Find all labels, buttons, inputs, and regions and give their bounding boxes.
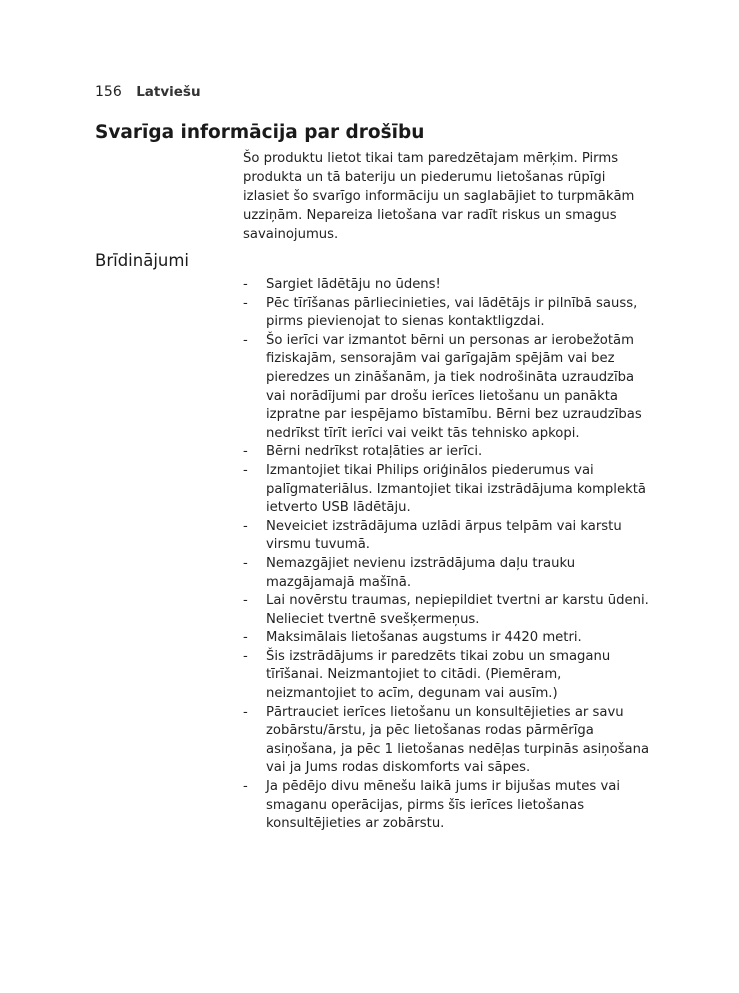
warning-text: Sargiet lādētāju no ūdens! — [266, 277, 441, 292]
warning-item — [243, 332, 653, 444]
bullet-dash: - — [243, 295, 248, 311]
warning-item — [243, 518, 653, 555]
bullet-dash: - — [243, 332, 248, 348]
warnings-heading: Brīdinājumi — [95, 251, 190, 270]
bullet-dash: - — [243, 518, 248, 534]
warning-text: Maksimālais lietošanas augstums ir 4420 metri. — [266, 630, 582, 646]
bullet-dash: - — [243, 704, 248, 720]
warning-text: Neveiciet izstrādājuma uzlādi ārpus telpām vai karstu virsmu tuvumā. — [266, 518, 622, 553]
warning-text: Lai novērstu traumas, nepiepildiet tvertni ar karstu ūdeni. Nelieciet tvertnē svešķermeņus. — [266, 593, 649, 627]
warning-text: Pēc tīrīšanas pārliecinieties, vai lādētājs ir pilnībā sauss, pirms pievienojat to sienas kontaktligzdai. — [266, 295, 638, 330]
section-title: Svarīga informācija par drošību — [95, 122, 425, 143]
warning-item — [243, 629, 653, 648]
page-header — [95, 82, 201, 102]
warning-item — [243, 592, 653, 629]
warning-item — [243, 704, 653, 778]
warning-text: Šo ierīci var izmantot bērni un personas ar ierobežotām fiziskajām, sensorajām vai garīgajām spējām vai bez pieredzes un zināšanām, ja tiek nodrošināta uzraudzība vai norādījumi par drošu ierīces lietošanu un panākta izpratne par iespējamo bīstamību. Bērni bez uzraudzības nedrīkst tīrīt ierīci vai veikt tās tehnisko apkopi. — [266, 332, 642, 441]
warning-text: Pārtrauciet ierīces lietošanu un konsultējieties ar savu zobārstu/ārstu, ja pēc lietošanas rodas pārmērīga asiņošana, ja pēc 1 lietošanas nedēļas turpinās asiņošana vai ja Jums rodas diskomforts vai sāpes. — [266, 704, 650, 776]
warning-text: Ja pēdējo divu mēnešu laikā jums ir bijušas mutes vai smaganu operācijas, pirms šīs ierīces lietošanas konsultējieties ar zobārstu. — [266, 779, 620, 832]
warning-text: Nemazgājiet nevienu izstrādājuma daļu trauku mazgājamajā mašīnā. — [266, 555, 576, 590]
page-number: 156 — [95, 84, 122, 100]
bullet-dash: - — [243, 648, 248, 664]
warning-item — [243, 555, 653, 592]
bullet-dash: - — [243, 630, 248, 646]
bullet-dash: - — [243, 277, 248, 292]
warning-item — [243, 648, 653, 704]
warning-item — [243, 462, 653, 518]
intro-paragraph: Šo produktu lietot tikai tam paredzētajam mērķim. Pirms produkta un tā bateriju un piederumu lietošanas rūpīgi izlasiet šo svarīgo informāciju un saglabājiet to turpmākām uzziņām. Nepareiza lietošana var radīt riskus un smagus savainojumus. — [243, 151, 635, 242]
warning-item — [243, 295, 653, 332]
warning-text: Izmantojiet tikai Philips oriģinālos piederumus vai palīgmateriālus. Izmantojiet tikai izstrādājuma komplektā ietverto USB lādētāju. — [266, 462, 646, 516]
bullet-dash: - — [243, 462, 248, 478]
language-label: Latviešu — [136, 84, 201, 100]
bullet-dash: - — [243, 779, 248, 795]
bullet-dash: - — [243, 555, 248, 571]
warning-text: Bērni nedrīkst rotaļāties ar ierīci. — [266, 444, 483, 460]
warning-item — [243, 443, 653, 462]
warning-item — [243, 778, 653, 834]
warnings-list — [243, 276, 653, 834]
warning-text: Šis izstrādājums ir paredzēts tikai zobu un smaganu tīrīšanai. Neizmantojiet to citādi. (Piemēram, neizmantojiet to acīm, degunam vai ausīm.) — [266, 648, 611, 702]
bullet-dash: - — [243, 444, 248, 460]
bullet-dash: - — [243, 593, 248, 609]
warning-item — [243, 276, 653, 295]
